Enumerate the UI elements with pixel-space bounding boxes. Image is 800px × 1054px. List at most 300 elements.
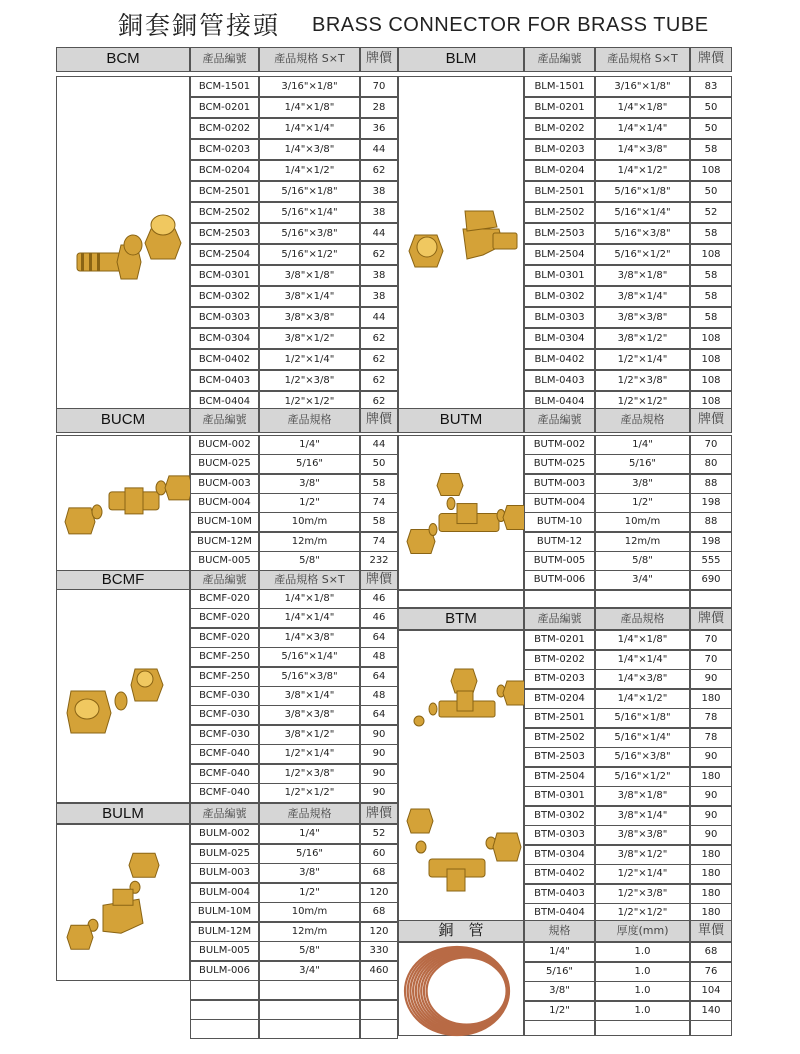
bcmf-row-spec: 1/4"×1/4" — [259, 608, 360, 628]
bucm-header-price: 牌價 — [360, 408, 398, 433]
tube-row-size: 5/16" — [524, 962, 595, 982]
butm-header-price: 牌價 — [690, 408, 732, 433]
bucm-row-code: BUCM-025 — [190, 454, 259, 474]
blm-row-code: BLM-2504 — [524, 244, 595, 265]
blm-row-code: BLM-0201 — [524, 97, 595, 118]
btm-row-code: BTM-0201 — [524, 630, 595, 650]
bcm-row-price: 70 — [360, 76, 398, 97]
bcmf-row-price: 90 — [360, 744, 398, 764]
butm-blank-cell — [690, 590, 732, 608]
bcm-row-spec: 3/16"×1/8" — [259, 76, 360, 97]
bulm-row-spec: 3/8" — [259, 863, 360, 883]
blm-row-price: 108 — [690, 328, 732, 349]
bulm-row-code: BULM-004 — [190, 883, 259, 903]
butm-row-code: BUTM-004 — [524, 493, 595, 513]
blm-row-code: BLM-2501 — [524, 181, 595, 202]
bcmf-row-spec: 3/8"×3/8" — [259, 705, 360, 725]
butm-row-code: BUTM-10 — [524, 512, 595, 532]
bulm-row-spec: 5/16" — [259, 844, 360, 864]
blm-row-price: 50 — [690, 97, 732, 118]
tube-row-price: 140 — [690, 1001, 732, 1021]
bcm-row-spec: 5/16"×1/2" — [259, 244, 360, 265]
bcm-row-price: 62 — [360, 244, 398, 265]
btm-row-price: 180 — [690, 884, 732, 904]
bcm-row-spec: 3/8"×3/8" — [259, 307, 360, 328]
union-elbow-icon — [57, 825, 191, 982]
btm-row-price: 180 — [690, 903, 732, 923]
bulm-blank-cell — [259, 1000, 360, 1020]
butm-row-spec: 5/16" — [595, 454, 690, 474]
btm-header-code: 產品編號 — [524, 608, 595, 630]
butm-row-code: BUTM-006 — [524, 570, 595, 590]
blm-row-price: 58 — [690, 223, 732, 244]
union-connector-icon — [57, 436, 191, 572]
bcm-row-code: BCM-0403 — [190, 370, 259, 391]
bulm-blank-cell — [360, 1000, 398, 1020]
butm-row-price: 70 — [690, 435, 732, 455]
btm-row-code: BTM-0204 — [524, 689, 595, 709]
bcmf-header-price: 牌價 — [360, 570, 398, 590]
bucm-row-price: 74 — [360, 493, 398, 513]
btm-row-spec: 1/2"×3/8" — [595, 884, 690, 904]
bcm-row-spec: 1/4"×1/2" — [259, 160, 360, 181]
bulm-blank-cell — [360, 1019, 398, 1039]
blm-section-title: BLM — [398, 47, 524, 72]
bcm-row-code: BCM-2502 — [190, 202, 259, 223]
blm-row-spec: 1/2"×1/2" — [595, 391, 690, 412]
tube-header-size: 規格 — [524, 920, 595, 942]
bcmf-row-spec: 3/8"×1/4" — [259, 686, 360, 706]
blm-row-code: BLM-0303 — [524, 307, 595, 328]
bcm-row-code: BCM-0404 — [190, 391, 259, 412]
tube-row-size: 3/8" — [524, 981, 595, 1001]
bcmf-row-code: BCMF-250 — [190, 647, 259, 667]
btm-row-price: 78 — [690, 708, 732, 728]
btm-row-code: BTM-0301 — [524, 786, 595, 806]
bucm-row-price: 44 — [360, 435, 398, 455]
bucm-header-code: 產品編號 — [190, 408, 259, 433]
butm-product-image — [398, 435, 524, 590]
butm-header-spec: 產品規格 — [595, 408, 690, 433]
bcmf-row-spec: 5/16"×3/8" — [259, 667, 360, 687]
bcmf-row-code: BCMF-030 — [190, 705, 259, 725]
bcmf-row-price: 48 — [360, 686, 398, 706]
butm-image-extension — [398, 590, 524, 608]
bcm-row-code: BCM-0402 — [190, 349, 259, 370]
tube-product-image — [398, 942, 524, 1036]
blm-row-spec: 3/8"×3/8" — [595, 307, 690, 328]
btm-row-spec: 3/8"×3/8" — [595, 825, 690, 845]
blm-row-price: 58 — [690, 286, 732, 307]
blm-row-code: BLM-0404 — [524, 391, 595, 412]
bucm-row-spec: 5/16" — [259, 454, 360, 474]
blm-row-price: 83 — [690, 76, 732, 97]
bcm-row-code: BCM-2503 — [190, 223, 259, 244]
btm-row-spec: 1/4"×1/2" — [595, 689, 690, 709]
bulm-row-price: 68 — [360, 902, 398, 922]
tube-row-price: 68 — [690, 942, 732, 962]
blm-row-price: 50 — [690, 181, 732, 202]
bcm-row-price: 44 — [360, 307, 398, 328]
bucm-row-price: 58 — [360, 512, 398, 532]
bcmf-row-price: 64 — [360, 705, 398, 725]
bcmf-row-spec: 1/2"×1/4" — [259, 744, 360, 764]
btm-row-price: 90 — [690, 806, 732, 826]
bcm-row-code: BCM-0304 — [190, 328, 259, 349]
butm-row-price: 198 — [690, 532, 732, 552]
bcm-row-price: 62 — [360, 391, 398, 412]
bucm-row-code: BUCM-10M — [190, 512, 259, 532]
bcm-row-spec: 3/8"×1/8" — [259, 265, 360, 286]
bcm-row-spec: 1/2"×3/8" — [259, 370, 360, 391]
btm-row-code: BTM-0202 — [524, 650, 595, 670]
blm-row-price: 108 — [690, 244, 732, 265]
butm-row-price: 88 — [690, 474, 732, 494]
blm-row-spec: 1/4"×1/2" — [595, 160, 690, 181]
btm-row-spec: 3/8"×1/2" — [595, 845, 690, 865]
bcm-row-spec: 3/8"×1/2" — [259, 328, 360, 349]
btm-row-price: 90 — [690, 747, 732, 767]
btm-row-code: BTM-0403 — [524, 884, 595, 904]
btm-row-price: 90 — [690, 825, 732, 845]
btm-row-price: 70 — [690, 650, 732, 670]
bcm-row-code: BCM-2501 — [190, 181, 259, 202]
butm-row-code: BUTM-003 — [524, 474, 595, 494]
bucm-row-price: 58 — [360, 474, 398, 494]
bcm-row-code: BCM-0203 — [190, 139, 259, 160]
butm-row-code: BUTM-002 — [524, 435, 595, 455]
bulm-row-price: 60 — [360, 844, 398, 864]
bcm-row-code: BCM-0303 — [190, 307, 259, 328]
bcmf-row-spec: 1/2"×3/8" — [259, 764, 360, 784]
bcmf-header-spec: 產品規格 S×T — [259, 570, 360, 590]
butm-row-price: 690 — [690, 570, 732, 590]
bcm-section-title: BCM — [56, 47, 190, 72]
bcm-row-spec: 1/4"×3/8" — [259, 139, 360, 160]
straight-connector-icon — [57, 77, 191, 413]
bulm-row-code: BULM-10M — [190, 902, 259, 922]
bcm-row-price: 62 — [360, 328, 398, 349]
blm-row-price: 108 — [690, 391, 732, 412]
bucm-header-spec: 產品規格 — [259, 408, 360, 433]
tube-row-price: 76 — [690, 962, 732, 982]
blm-row-price: 58 — [690, 265, 732, 286]
blm-row-code: BLM-2503 — [524, 223, 595, 244]
bcm-row-price: 38 — [360, 265, 398, 286]
bucm-row-spec: 12m/m — [259, 532, 360, 552]
tube-section-title: 銅 管 — [398, 920, 524, 942]
bcm-row-spec: 1/2"×1/2" — [259, 391, 360, 412]
btm-row-spec: 1/4"×3/8" — [595, 669, 690, 689]
tube-row-price: 104 — [690, 981, 732, 1001]
btm-row-spec: 5/16"×3/8" — [595, 747, 690, 767]
blm-row-spec: 3/8"×1/8" — [595, 265, 690, 286]
bcmf-product-image — [56, 589, 190, 803]
btm-row-code: BTM-0203 — [524, 669, 595, 689]
bcm-row-price: 38 — [360, 286, 398, 307]
btm-row-spec: 1/2"×1/2" — [595, 903, 690, 923]
bcmf-row-spec: 1/2"×1/2" — [259, 783, 360, 803]
bulm-row-spec: 1/4" — [259, 824, 360, 844]
bcmf-row-price: 46 — [360, 608, 398, 628]
blm-row-spec: 1/4"×3/8" — [595, 139, 690, 160]
tube-row-thickness: 1.0 — [595, 1001, 690, 1021]
bcmf-row-code: BCMF-030 — [190, 686, 259, 706]
btm-row-price: 180 — [690, 845, 732, 865]
bcm-row-price: 44 — [360, 139, 398, 160]
bulm-row-price: 52 — [360, 824, 398, 844]
bulm-blank-cell — [259, 1019, 360, 1039]
butm-row-spec: 12m/m — [595, 532, 690, 552]
btm-row-spec: 1/2"×1/4" — [595, 864, 690, 884]
butm-row-spec: 3/4" — [595, 570, 690, 590]
bulm-blank-cell — [190, 980, 259, 1000]
bcm-row-price: 36 — [360, 118, 398, 139]
copper-tube-coil-icon — [399, 943, 525, 1037]
butm-row-spec: 1/4" — [595, 435, 690, 455]
bucm-row-code: BUCM-004 — [190, 493, 259, 513]
bcm-row-code: BCM-2504 — [190, 244, 259, 265]
bcm-row-code: BCM-0302 — [190, 286, 259, 307]
bcmf-row-spec: 5/16"×1/4" — [259, 647, 360, 667]
bcmf-row-code: BCMF-020 — [190, 589, 259, 609]
bcmf-row-code: BCMF-250 — [190, 667, 259, 687]
blm-row-spec: 3/16"×1/8" — [595, 76, 690, 97]
bulm-blank-cell — [259, 980, 360, 1000]
butm-row-price: 80 — [690, 454, 732, 474]
btm-row-spec: 1/4"×1/4" — [595, 650, 690, 670]
bulm-row-code: BULM-002 — [190, 824, 259, 844]
tube-blank-cell — [690, 1020, 732, 1036]
btm-row-spec: 3/8"×1/8" — [595, 786, 690, 806]
bulm-header-price: 牌價 — [360, 803, 398, 824]
blm-row-price: 58 — [690, 139, 732, 160]
bcm-product-image — [56, 76, 190, 412]
blm-row-code: BLM-0202 — [524, 118, 595, 139]
bucm-row-code: BUCM-12M — [190, 532, 259, 552]
blm-row-spec: 5/16"×1/4" — [595, 202, 690, 223]
bucm-section-title: BUCM — [56, 408, 190, 433]
btm-row-price: 70 — [690, 630, 732, 650]
bcmf-row-price: 64 — [360, 628, 398, 648]
tube-row-size: 1/4" — [524, 942, 595, 962]
butm-row-code: BUTM-12 — [524, 532, 595, 552]
bucm-product-image — [56, 435, 190, 571]
bcm-row-price: 38 — [360, 181, 398, 202]
blm-row-spec: 5/16"×1/8" — [595, 181, 690, 202]
bcm-row-spec: 1/4"×1/4" — [259, 118, 360, 139]
btm-row-price: 90 — [690, 786, 732, 806]
btm-row-price: 180 — [690, 767, 732, 787]
btm-row-price: 78 — [690, 728, 732, 748]
bulm-row-spec: 1/2" — [259, 883, 360, 903]
bcm-header-code: 產品編號 — [190, 47, 259, 72]
title-chinese: 銅套銅管接頭 — [118, 11, 281, 40]
tee-connector-icon — [399, 631, 525, 924]
butm-row-price: 555 — [690, 551, 732, 571]
bcmf-row-spec: 3/8"×1/2" — [259, 725, 360, 745]
bcmf-section-title: BCMF — [56, 570, 190, 590]
bulm-row-price: 120 — [360, 922, 398, 942]
btm-row-spec: 5/16"×1/8" — [595, 708, 690, 728]
bcm-row-spec: 1/4"×1/8" — [259, 97, 360, 118]
btm-row-code: BTM-0304 — [524, 845, 595, 865]
bcm-row-price: 62 — [360, 370, 398, 391]
butm-header-code: 產品編號 — [524, 408, 595, 433]
page-title — [0, 6, 800, 40]
bulm-header-code: 產品編號 — [190, 803, 259, 824]
btm-row-code: BTM-2503 — [524, 747, 595, 767]
bulm-row-spec: 5/8" — [259, 941, 360, 961]
bcm-row-code: BCM-0204 — [190, 160, 259, 181]
blm-row-spec: 1/4"×1/8" — [595, 97, 690, 118]
elbow-connector-icon — [399, 77, 525, 413]
bcm-row-price: 44 — [360, 223, 398, 244]
btm-header-spec: 產品規格 — [595, 608, 690, 630]
butm-blank-cell — [524, 590, 595, 608]
btm-row-spec: 5/16"×1/2" — [595, 767, 690, 787]
blm-row-spec: 3/8"×1/2" — [595, 328, 690, 349]
bcm-row-code: BCM-0202 — [190, 118, 259, 139]
bucm-row-code: BUCM-003 — [190, 474, 259, 494]
bulm-row-spec: 12m/m — [259, 922, 360, 942]
bulm-row-code: BULM-12M — [190, 922, 259, 942]
blm-row-price: 58 — [690, 307, 732, 328]
blm-row-code: BLM-0403 — [524, 370, 595, 391]
bcmf-row-code: BCMF-030 — [190, 725, 259, 745]
bcm-row-price: 38 — [360, 202, 398, 223]
bcm-header-price: 牌價 — [360, 47, 398, 72]
bucm-row-price: 74 — [360, 532, 398, 552]
bulm-product-image — [56, 824, 190, 981]
tube-row-thickness: 1.0 — [595, 962, 690, 982]
blm-row-code: BLM-2502 — [524, 202, 595, 223]
blm-row-code: BLM-0402 — [524, 349, 595, 370]
tube-row-thickness: 1.0 — [595, 981, 690, 1001]
btm-row-spec: 5/16"×1/4" — [595, 728, 690, 748]
butm-row-price: 198 — [690, 493, 732, 513]
bcm-row-spec: 1/2"×1/4" — [259, 349, 360, 370]
bcmf-row-price: 90 — [360, 783, 398, 803]
bcm-header-spec: 產品規格 S×T — [259, 47, 360, 72]
blm-row-code: BLM-0301 — [524, 265, 595, 286]
tube-row-size: 1/2" — [524, 1001, 595, 1021]
bcm-row-code: BCM-1501 — [190, 76, 259, 97]
bulm-row-price: 68 — [360, 863, 398, 883]
blm-row-price: 108 — [690, 160, 732, 181]
bcmf-row-code: BCMF-040 — [190, 783, 259, 803]
bcm-row-spec: 5/16"×3/8" — [259, 223, 360, 244]
btm-header-price: 牌價 — [690, 608, 732, 630]
bcmf-row-price: 90 — [360, 725, 398, 745]
blm-product-image — [398, 76, 524, 412]
blm-row-spec: 5/16"×1/2" — [595, 244, 690, 265]
bucm-row-code: BUCM-005 — [190, 551, 259, 571]
bcmf-row-price: 64 — [360, 667, 398, 687]
bulm-blank-cell — [190, 1000, 259, 1020]
butm-section-title: BUTM — [398, 408, 524, 433]
bcm-row-spec: 3/8"×1/4" — [259, 286, 360, 307]
bcm-row-code: BCM-0201 — [190, 97, 259, 118]
blm-header-price: 牌價 — [690, 47, 732, 72]
tube-row-thickness: 1.0 — [595, 942, 690, 962]
bucm-row-price: 232 — [360, 551, 398, 571]
blm-header-code: 產品編號 — [524, 47, 595, 72]
btm-row-code: BTM-0402 — [524, 864, 595, 884]
blm-row-spec: 3/8"×1/4" — [595, 286, 690, 307]
butm-row-spec: 3/8" — [595, 474, 690, 494]
bcmf-row-price: 46 — [360, 589, 398, 609]
butm-row-code: BUTM-005 — [524, 551, 595, 571]
btm-row-code: BTM-2501 — [524, 708, 595, 728]
butm-blank-cell — [595, 590, 690, 608]
blm-row-price: 52 — [690, 202, 732, 223]
tube-blank-cell — [595, 1020, 690, 1036]
btm-row-code: BTM-0302 — [524, 806, 595, 826]
bcmf-row-code: BCMF-040 — [190, 744, 259, 764]
butm-row-spec: 1/2" — [595, 493, 690, 513]
butm-row-spec: 5/8" — [595, 551, 690, 571]
bcmf-row-code: BCMF-040 — [190, 764, 259, 784]
bulm-row-spec: 3/4" — [259, 961, 360, 981]
bulm-row-code: BULM-006 — [190, 961, 259, 981]
blm-row-spec: 5/16"×3/8" — [595, 223, 690, 244]
blm-row-price: 108 — [690, 349, 732, 370]
union-tee-icon — [399, 436, 525, 591]
bulm-blank-cell — [360, 980, 398, 1000]
bucm-row-spec: 1/2" — [259, 493, 360, 513]
tube-header-price: 單價 — [690, 920, 732, 942]
blm-header-spec: 產品規格 S×T — [595, 47, 690, 72]
blm-row-price: 50 — [690, 118, 732, 139]
btm-row-price: 90 — [690, 669, 732, 689]
bcm-row-code: BCM-0301 — [190, 265, 259, 286]
blm-row-code: BLM-0204 — [524, 160, 595, 181]
bcm-row-spec: 5/16"×1/8" — [259, 181, 360, 202]
btm-row-spec: 3/8"×1/4" — [595, 806, 690, 826]
bucm-row-spec: 3/8" — [259, 474, 360, 494]
bulm-row-spec: 10m/m — [259, 902, 360, 922]
bcmf-row-code: BCMF-020 — [190, 608, 259, 628]
butm-row-spec: 10m/m — [595, 512, 690, 532]
bcmf-row-code: BCMF-020 — [190, 628, 259, 648]
bcm-row-price: 62 — [360, 349, 398, 370]
btm-row-code: BTM-2502 — [524, 728, 595, 748]
bucm-row-spec: 1/4" — [259, 435, 360, 455]
blm-row-price: 108 — [690, 370, 732, 391]
title-english: BRASS CONNECTOR FOR BRASS TUBE — [312, 14, 709, 36]
bcmf-row-spec: 1/4"×3/8" — [259, 628, 360, 648]
bcmf-row-price: 48 — [360, 647, 398, 667]
blm-row-code: BLM-0304 — [524, 328, 595, 349]
butm-row-price: 88 — [690, 512, 732, 532]
bulm-blank-cell — [190, 1019, 259, 1039]
tube-blank-cell — [524, 1020, 595, 1036]
blm-row-code: BLM-0302 — [524, 286, 595, 307]
bucm-row-code: BUCM-002 — [190, 435, 259, 455]
btm-row-spec: 1/4"×1/8" — [595, 630, 690, 650]
btm-row-price: 180 — [690, 864, 732, 884]
btm-row-code: BTM-2504 — [524, 767, 595, 787]
blm-row-spec: 1/2"×1/4" — [595, 349, 690, 370]
btm-section-title: BTM — [398, 608, 524, 630]
bulm-header-spec: 產品規格 — [259, 803, 360, 824]
bcmf-row-spec: 1/4"×1/8" — [259, 589, 360, 609]
bcm-row-price: 62 — [360, 160, 398, 181]
bucm-row-spec: 10m/m — [259, 512, 360, 532]
blm-row-spec: 1/4"×1/4" — [595, 118, 690, 139]
bulm-section-title: BULM — [56, 803, 190, 824]
